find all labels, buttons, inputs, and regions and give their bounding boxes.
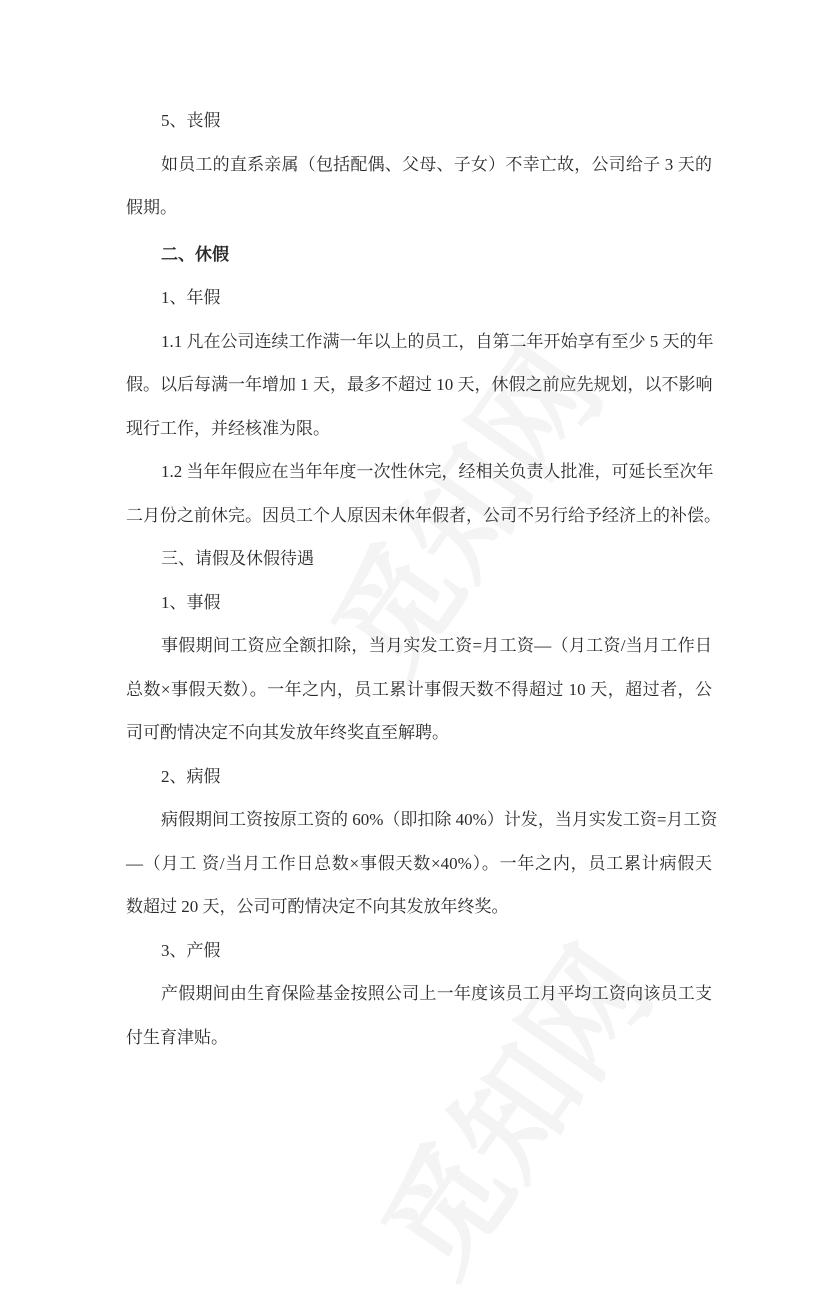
document-page <box>126 99 721 1059</box>
paragraph <box>126 798 718 929</box>
subheading <box>126 276 712 320</box>
heading-maternity-leave: 3、产假 <box>161 940 221 960</box>
text-line: —（月工 资/当月工作日总数×事假天数×40%）。一年之内，员工累计病假天 <box>126 853 712 873</box>
text-line: 假期。 <box>126 198 177 217</box>
paragraph <box>126 624 712 755</box>
heading-vacation: 二、休假 <box>161 244 229 264</box>
text-line: 假。以后每满一年增加 1 天，最多不超过 10 天，休假之前应先规划，以不影响 <box>126 375 713 394</box>
text-line: 病假期间工资按原工资的 60%（即扣除 40%）计发，当月实发工资=月工资 <box>161 810 718 829</box>
paragraph <box>126 972 712 1059</box>
subheading <box>126 581 712 625</box>
text-line: 产假期间由生育保险基金按照公司上一年度该员工月平均工资向该员工支 <box>161 984 712 1003</box>
subheading <box>126 755 712 799</box>
text-line: 事假期间工资应全额扣除，当月实发工资=月工资—（月工资/当月工作日 <box>161 636 712 655</box>
paragraph <box>126 450 721 537</box>
heading-annual-leave: 1、年假 <box>161 288 221 307</box>
text-line: 现行工作，并经核准为限。 <box>126 418 330 438</box>
paragraph <box>126 143 712 230</box>
text-line: 如员工的直系亲属（包括配偶、父母、子女）不幸亡故，公司给子 3 天的 <box>161 154 712 174</box>
heading-leave-treatment: 三、请假及休假待遇 <box>161 549 314 568</box>
section-heading <box>126 99 712 143</box>
text-line: 1.1 凡在公司连续工作满一年以上的员工，自第二年开始享有至少 5 天的年 <box>161 331 714 351</box>
text-line: 数超过 20 天，公司可酌情决定不向其发放年终奖。 <box>126 897 509 916</box>
heading-funeral-leave: 5、丧假 <box>161 111 221 130</box>
section-heading <box>126 230 712 277</box>
heading-sick-leave: 2、病假 <box>161 766 221 786</box>
text-line: 总数×事假天数）。一年之内，员工累计事假天数不得超过 10 天，超过者，公 <box>126 679 712 699</box>
heading-personal-leave: 1、事假 <box>161 592 221 612</box>
subheading <box>126 929 712 973</box>
text-line: 1.2 当年年假应在当年年度一次性休完，经相关负责人批准，可延长至次年 <box>161 462 714 481</box>
text-line: 付生育津贴。 <box>126 1027 228 1047</box>
text-line: 二月份之前休完。因员工个人原因未休年假者，公司不另行给予经济上的补偿。 <box>126 505 721 525</box>
text-line: 司可酌情决定不向其发放年终奖直至解聘。 <box>126 723 449 742</box>
paragraph <box>126 320 712 451</box>
section-heading <box>126 537 712 581</box>
